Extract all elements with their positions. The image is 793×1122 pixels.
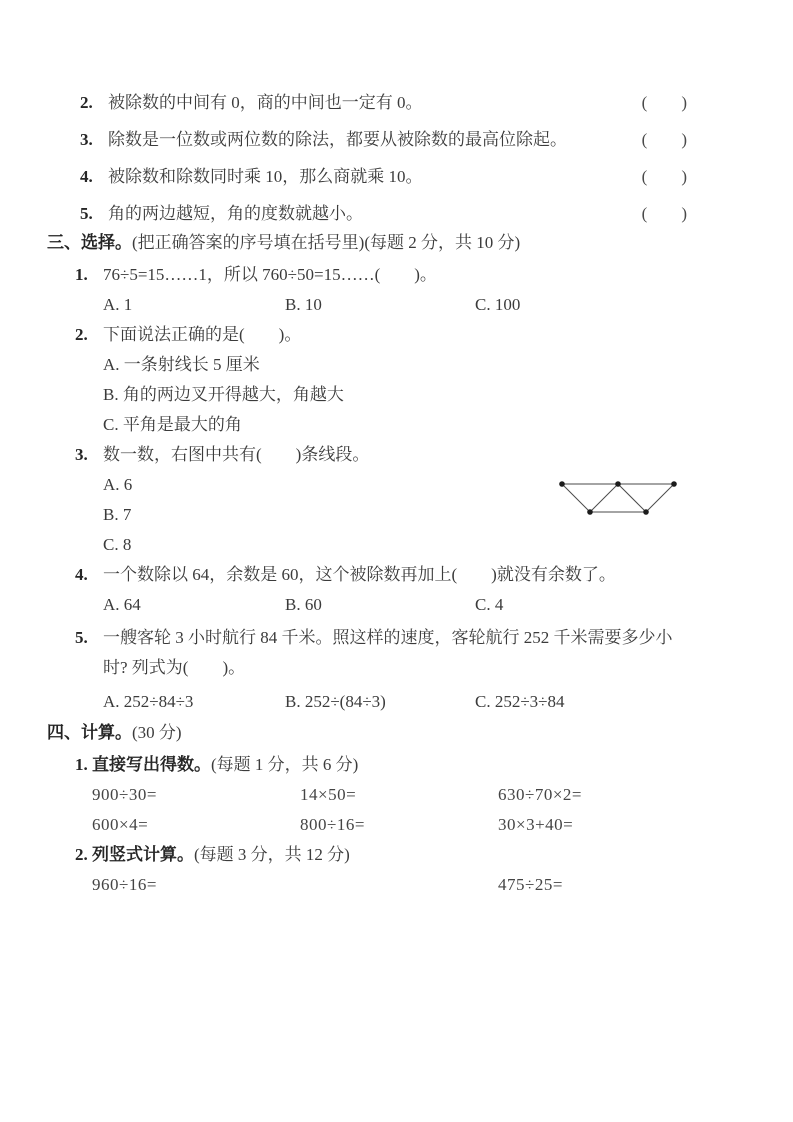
- option-c: C. 252÷3÷84: [475, 692, 565, 711]
- question-text: 角的两边越短，角的度数就越小。: [108, 204, 363, 223]
- math-expression: 800÷16=: [300, 815, 365, 834]
- math-expression: 30×3+40=: [498, 815, 574, 834]
- question-text: 被除数和除数同时乘 10，那么商就乘 10。: [108, 167, 423, 186]
- column-form-row: [47, 873, 687, 896]
- section-subtitle: (把正确答案的序号填在括号里)(每题 2 分，共 10 分): [132, 233, 521, 252]
- answer-blank: ( ): [641, 93, 687, 112]
- option-c: C. 100: [475, 295, 521, 314]
- option-b: B. 角的两边叉开得越大，角越大: [103, 385, 344, 404]
- option-c: C. 8: [103, 535, 132, 554]
- math-expression: 900÷30=: [92, 785, 157, 804]
- subsection-title: 列竖式计算。: [92, 845, 194, 864]
- question-text: 一艘客轮 3 小时航行 84 千米。照这样的速度，客轮航行 252 千米需要多少小时? 列式为( )。: [103, 628, 673, 677]
- math-expression: 475÷25=: [498, 875, 563, 894]
- question-number: 3.: [75, 445, 88, 464]
- choice-question-3: [47, 443, 687, 466]
- option-a: A. 252÷84÷3: [103, 692, 194, 711]
- question-number: 3.: [80, 130, 93, 149]
- options-row: [47, 293, 687, 316]
- math-expression: 14×50=: [300, 785, 357, 804]
- options-row: [47, 690, 687, 713]
- option-a: A. 64: [103, 595, 141, 614]
- option-b: B. 252÷(84÷3): [285, 692, 386, 711]
- math-expression: 600×4=: [92, 815, 149, 834]
- options-row: [47, 593, 687, 616]
- section-title: 三、选择。: [47, 233, 132, 252]
- subsection-number: 2.: [75, 845, 88, 864]
- option-a: A. 一条射线长 5 厘米: [103, 355, 260, 374]
- worksheet-content: [47, 91, 687, 896]
- question-number: 1.: [75, 265, 88, 284]
- question-text: 除数是一位数或两位数的除法，都要从被除数的最高位除起。: [108, 130, 567, 149]
- question-text: 76÷5=15……1，所以 760÷50=15……( )。: [103, 265, 437, 284]
- section-heading: [47, 231, 687, 254]
- question-number: 5.: [75, 628, 88, 647]
- section-heading: [47, 721, 687, 744]
- question-number: 4.: [80, 167, 93, 186]
- question-number: 2.: [80, 93, 93, 112]
- option-c: C. 平角是最大的角: [103, 415, 242, 434]
- question-number: 4.: [75, 565, 88, 584]
- choice-question-5: [47, 623, 687, 683]
- question-text: 被除数的中间有 0，商的中间也一定有 0。: [108, 93, 423, 112]
- math-expression: 960÷16=: [92, 875, 157, 894]
- mental-math-row: [47, 783, 687, 806]
- question-number: 5.: [80, 204, 93, 223]
- option-c: C. 4: [475, 595, 504, 614]
- question-text: 数一数，右图中共有( )条线段。: [103, 445, 370, 464]
- question-text: 一个数除以 64，余数是 60，这个被除数再加上( )就没有余数了。: [103, 565, 616, 584]
- true-false-section: [47, 91, 687, 225]
- subsection-heading-mental-math: [47, 753, 687, 776]
- section-title: 四、计算。: [47, 723, 132, 742]
- subsection-points-note: (每题 1 分，共 6 分): [211, 755, 359, 774]
- true-false-item: [47, 202, 687, 225]
- true-false-item: [47, 128, 687, 151]
- subsection-heading-column-form: [47, 843, 687, 866]
- calculation-section: [47, 721, 687, 896]
- option-a: A. 6: [103, 475, 133, 494]
- subsection-title: 直接写出得数。: [92, 755, 211, 774]
- subsection-points-note: (每题 3 分，共 12 分): [194, 845, 350, 864]
- answer-blank: ( ): [641, 130, 687, 149]
- answer-blank: ( ): [641, 167, 687, 186]
- subsection-number: 1.: [75, 755, 88, 774]
- answer-blank: ( ): [641, 204, 687, 223]
- choice-section: [47, 231, 687, 713]
- true-false-item: [47, 165, 687, 188]
- option-a: A. 1: [103, 295, 133, 314]
- question-text: 下面说法正确的是( )。: [103, 325, 302, 344]
- option-b: B. 7: [103, 505, 132, 524]
- line-segment-figure: [558, 476, 680, 520]
- options-column: [47, 473, 687, 556]
- mental-math-row: [47, 813, 687, 836]
- choice-question-4: [47, 563, 687, 586]
- question-number: 2.: [75, 325, 88, 344]
- true-false-item: [47, 91, 687, 114]
- math-expression: 630÷70×2=: [498, 785, 583, 804]
- choice-question-2: [47, 323, 687, 346]
- option-b: B. 10: [285, 295, 322, 314]
- option-b: B. 60: [285, 595, 322, 614]
- section-subtitle: (30 分): [132, 723, 182, 742]
- choice-question-1: [47, 263, 687, 286]
